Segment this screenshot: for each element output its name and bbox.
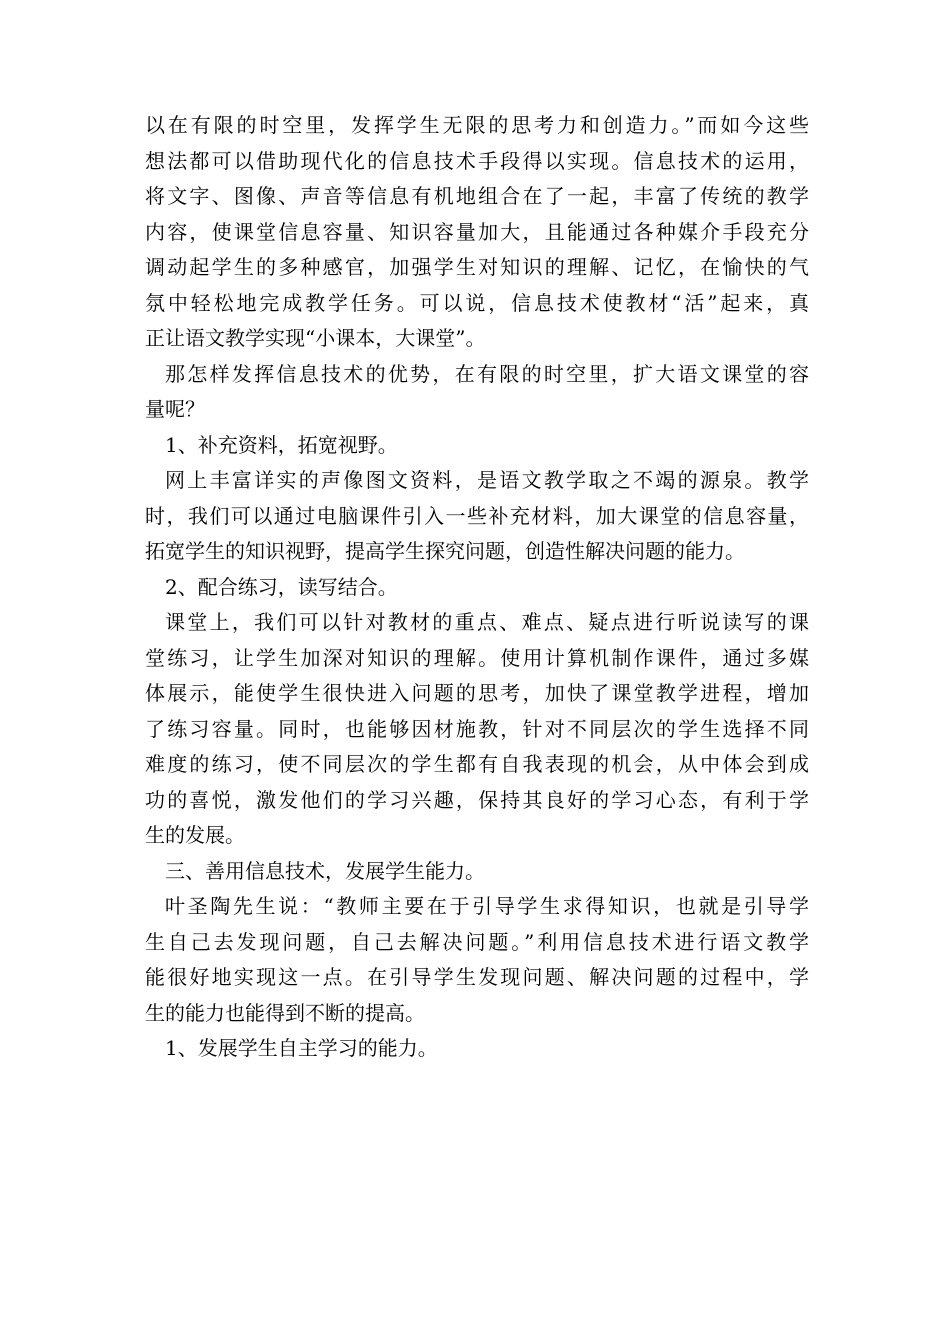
paragraph-first-line: 叶圣陶先生说：“教师主要在于引导学生求得知识，也就是引导学 — [165, 894, 809, 918]
text-line: 以在有限的时空里，发挥学生无限的思考力和创造力。”而如今这些 — [145, 113, 809, 137]
text-line: 难度的练习，使不同层次的学生都有自我表现的机会，从中体会到成 — [145, 752, 809, 776]
text-line: 生自己去发现问题，自己去解决问题。”利用信息技术进行语文教学 — [145, 929, 809, 954]
text-line: 想法都可以借助现代化的信息技术手段得以实现。信息技术的运用， — [145, 148, 809, 173]
text-line: 拓宽学生的知识视野，提高学生探究问题，创造性解决问题的能力。 — [145, 539, 745, 563]
text-line: 正让语文教学实现“小课本，大课堂”。 — [145, 326, 486, 350]
text-line: 生的发展。 — [145, 823, 245, 847]
text-line: 量呢？ — [145, 397, 205, 421]
paragraph-first-line: 网上丰富详实的声像图文资料，是语文教学取之不竭的源泉。教学 — [165, 468, 809, 492]
text-line: 内容，使课堂信息容量、知识容量加大，且能通过各种媒介手段充分 — [145, 219, 809, 244]
text-line: 了练习容量。同时，也能够因材施教，针对不同层次的学生选择不同 — [145, 716, 809, 741]
document-body — [145, 108, 809, 1067]
text-line: 功的喜悦，激发他们的学习兴趣，保持其良好的学习心态，有利于学 — [145, 787, 809, 812]
section-heading: 三、善用信息技术，发展学生能力。 — [165, 858, 485, 883]
text-line: 堂练习，让学生加深对知识的理解。使用计算机制作课件，通过多媒 — [145, 645, 809, 670]
text-line: 时，我们可以通过电脑课件引入一些补充材料，加大课堂的信息容量， — [145, 503, 809, 528]
paragraph-first-line: 课堂上，我们可以针对教材的重点、难点、疑点进行听说读写的课 — [165, 610, 809, 634]
section-heading: 2、配合练习，读写结合。 — [165, 574, 398, 599]
text-line: 将文字、图像、声音等信息有机地组合在了一起，丰富了传统的教学 — [145, 184, 809, 208]
section-heading: 1、补充资料，拓宽视野。 — [165, 432, 398, 457]
section-heading: 1、发展学生自主学习的能力。 — [165, 1036, 438, 1060]
text-line: 体展示，能使学生很快进入问题的思考，加快了课堂教学进程，增加 — [145, 681, 809, 705]
text-line: 能很好地实现这一点。在引导学生发现问题、解决问题的过程中，学 — [145, 965, 809, 989]
paragraph-first-line: 那怎样发挥信息技术的优势，在有限的时空里，扩大语文课堂的容 — [165, 361, 809, 386]
text-line: 调动起学生的多种感官，加强学生对知识的理解、记忆，在愉快的气 — [145, 255, 809, 279]
text-line: 氛中轻松地完成教学任务。可以说，信息技术使教材“活”起来，真 — [145, 290, 809, 315]
text-line: 生的能力也能得到不断的提高。 — [145, 1000, 425, 1025]
